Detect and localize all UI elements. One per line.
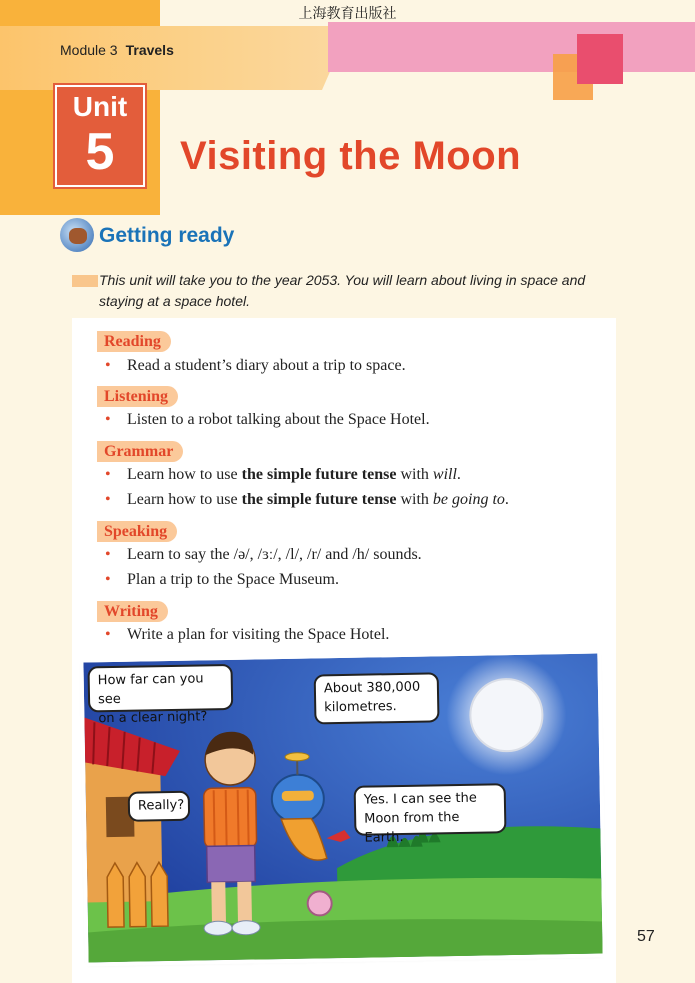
list-item-bold: the simple future tense bbox=[241, 466, 397, 483]
cartoon-illustration bbox=[83, 654, 602, 963]
intro-marker bbox=[72, 275, 98, 287]
moon-icon bbox=[470, 679, 543, 752]
bullet-dot-icon: • bbox=[105, 491, 111, 508]
list-item bbox=[105, 625, 389, 645]
speech-text: About 380,000 bbox=[323, 679, 421, 697]
intro-text bbox=[99, 270, 619, 312]
bullet-dot-icon: • bbox=[105, 571, 111, 588]
bullet-dot-icon: • bbox=[105, 357, 111, 374]
section-label-writing: Writing bbox=[97, 601, 168, 622]
speech-bubble-robot bbox=[314, 672, 440, 724]
speech-text: Moon from the Earth. bbox=[364, 809, 460, 846]
section-label-grammar: Grammar bbox=[97, 441, 183, 462]
speech-text: on a clear night? bbox=[98, 709, 208, 727]
list-item-italic: be going to bbox=[432, 491, 505, 508]
list-item bbox=[105, 490, 509, 510]
header-red-square bbox=[577, 34, 623, 84]
bullet-dot-icon: • bbox=[105, 626, 111, 643]
speech-text: How far can you see bbox=[97, 671, 204, 708]
module-number: Module 3 bbox=[60, 42, 118, 58]
list-item-bold: the simple future tense bbox=[241, 491, 397, 508]
list-item bbox=[105, 465, 461, 485]
list-item bbox=[105, 410, 430, 430]
speech-bubble-really bbox=[128, 791, 191, 822]
list-item-text: Learn how to use bbox=[127, 491, 242, 508]
list-item-text: Plan a trip to the Space Museum. bbox=[127, 571, 339, 588]
list-item-text: with bbox=[396, 466, 433, 483]
section-label-speaking: Speaking bbox=[97, 521, 177, 542]
bullet-dot-icon: • bbox=[105, 466, 111, 483]
bullet-dot-icon: • bbox=[105, 546, 111, 563]
speech-text: Yes. I can see the bbox=[363, 790, 477, 808]
speech-bubble-earth bbox=[354, 783, 507, 846]
list-item-italic: will bbox=[432, 466, 457, 483]
list-item-text: . bbox=[456, 466, 461, 483]
getting-ready-heading: Getting ready bbox=[99, 224, 235, 247]
publisher-name: 上海教育出版社 bbox=[298, 6, 397, 22]
speech-text: Really? bbox=[137, 797, 185, 814]
section-label-reading: Reading bbox=[97, 331, 171, 352]
unit-badge bbox=[55, 85, 145, 187]
intro-line-1: This unit will take you to the year 2053. You will learn about living in space and bbox=[99, 272, 586, 288]
unit-word: Unit bbox=[72, 91, 128, 122]
section-label-listening: Listening bbox=[97, 386, 178, 407]
intro-line-2: staying at a space hotel. bbox=[99, 293, 250, 309]
globe-cat-icon bbox=[60, 218, 94, 252]
list-item-text: . bbox=[504, 491, 509, 508]
page-number: 57 bbox=[637, 928, 655, 945]
list-item-text: Learn to say the /ə/, /ɜː/, /l/, /r/ and /h/ sounds. bbox=[127, 546, 422, 563]
list-item bbox=[105, 545, 422, 565]
fence bbox=[107, 862, 168, 927]
speech-text: kilometres. bbox=[324, 699, 397, 716]
list-item bbox=[105, 570, 339, 590]
bullet-dot-icon: • bbox=[105, 411, 111, 428]
page-title: Visiting the Moon bbox=[180, 134, 522, 178]
list-item-text: with bbox=[396, 491, 433, 508]
header-pink-band bbox=[328, 22, 695, 72]
speech-bubble-boy bbox=[87, 664, 233, 727]
unit-number: 5 bbox=[85, 123, 115, 181]
list-item-text: Write a plan for visiting the Space Hotel. bbox=[127, 626, 390, 643]
header-orange-band bbox=[0, 26, 350, 90]
list-item-text: Learn how to use bbox=[127, 466, 242, 483]
module-name: Travels bbox=[125, 42, 174, 58]
module-line bbox=[60, 42, 174, 58]
list-item-text: Read a student’s diary about a trip to space. bbox=[127, 357, 406, 374]
list-item-text: Listen to a robot talking about the Space Hotel. bbox=[127, 411, 430, 428]
list-item bbox=[105, 356, 406, 376]
